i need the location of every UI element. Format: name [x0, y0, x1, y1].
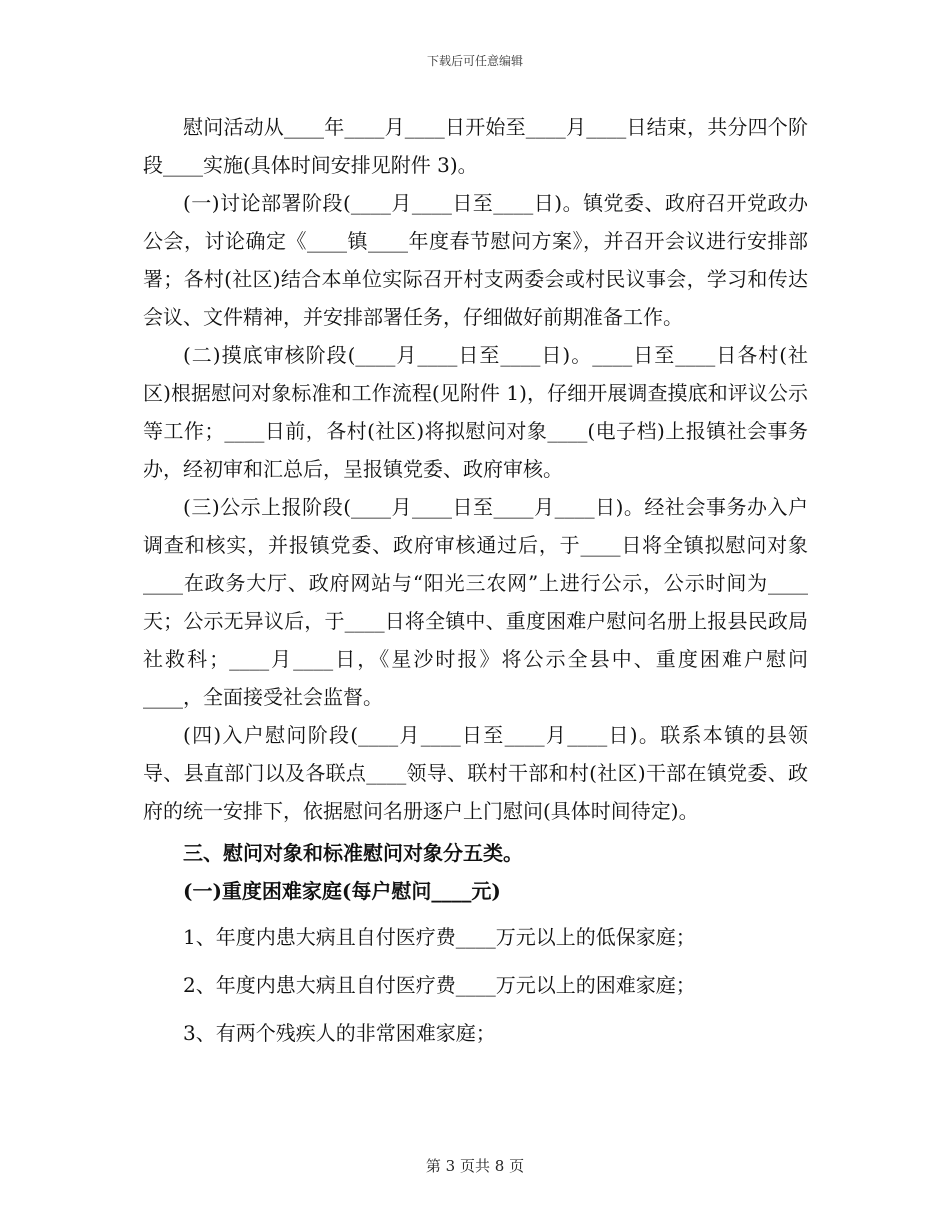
subsection-heading: (一)重度困难家庭(每户慰问____元) [183, 879, 501, 903]
section-heading: 三、慰问对象和标准慰问对象分五类。 [183, 841, 523, 865]
page-footer: 第 3 页共 8 页 [425, 1157, 525, 1175]
list-item: 2、年度内患大病且自付医疗费____万元以上的困难家庭； [183, 973, 696, 997]
paragraph: (一)讨论部署阶段(____月____日至____日)。镇党委、政府召开党政办公会，讨论确定《____镇____年度春节慰问方案》，并召开会议进行安排部署；各村(社区)结合本单位实际召开村支两委会或村民议事会，学习和传达会议、文件精神，并安排部署任务，仔细做好前期准备工作。 [143, 191, 808, 329]
paragraph: (二)摸底审核阶段(____月____日至____日)。____日至____日各村(社区)根据慰问对象标准和工作流程(见附件 1)，仔细开展调查摸底和评议公示等工作；____日前，各村(社区)将拟慰问对象____(电子档)上报镇社会事务办，经初审和汇总后，呈报镇党委、政府审核。 [143, 343, 808, 481]
page-header: 下载后可任意编辑 [426, 54, 523, 68]
paragraph: 慰问活动从____年____月____日开始至____月____日结束，共分四个阶段____实施(具体时间安排见附件 3)。 [143, 115, 808, 177]
paragraph: (四)入户慰问阶段(____月____日至____月____日)。联系本镇的县领导、县直部门以及各联点____领导、联村干部和村(社区)干部在镇党委、政府的统一安排下，依据慰问名册逐户上门慰问(具体时间待定)。 [143, 723, 808, 823]
list-item: 3、有两个残疾人的非常困难家庭； [183, 1021, 496, 1045]
list-item: 1、年度内患大病且自付医疗费____万元以上的低保家庭； [183, 925, 696, 949]
document-body [143, 108, 808, 1052]
paragraph: (三)公示上报阶段(____月____日至____月____日)。经社会事务办入户调查和核实，并报镇党委、政府审核通过后，于____日将全镇拟慰问对象____在政务大厅、政府网站与“阳光三农网”上进行公示，公示时间为____天；公示无异议后，于____日将全镇中、重度困难户慰问名册上报县民政局社救科；____月____日，《星沙时报》将公示全县中、重度困难户慰问____，全面接受社会监督。 [143, 495, 808, 709]
